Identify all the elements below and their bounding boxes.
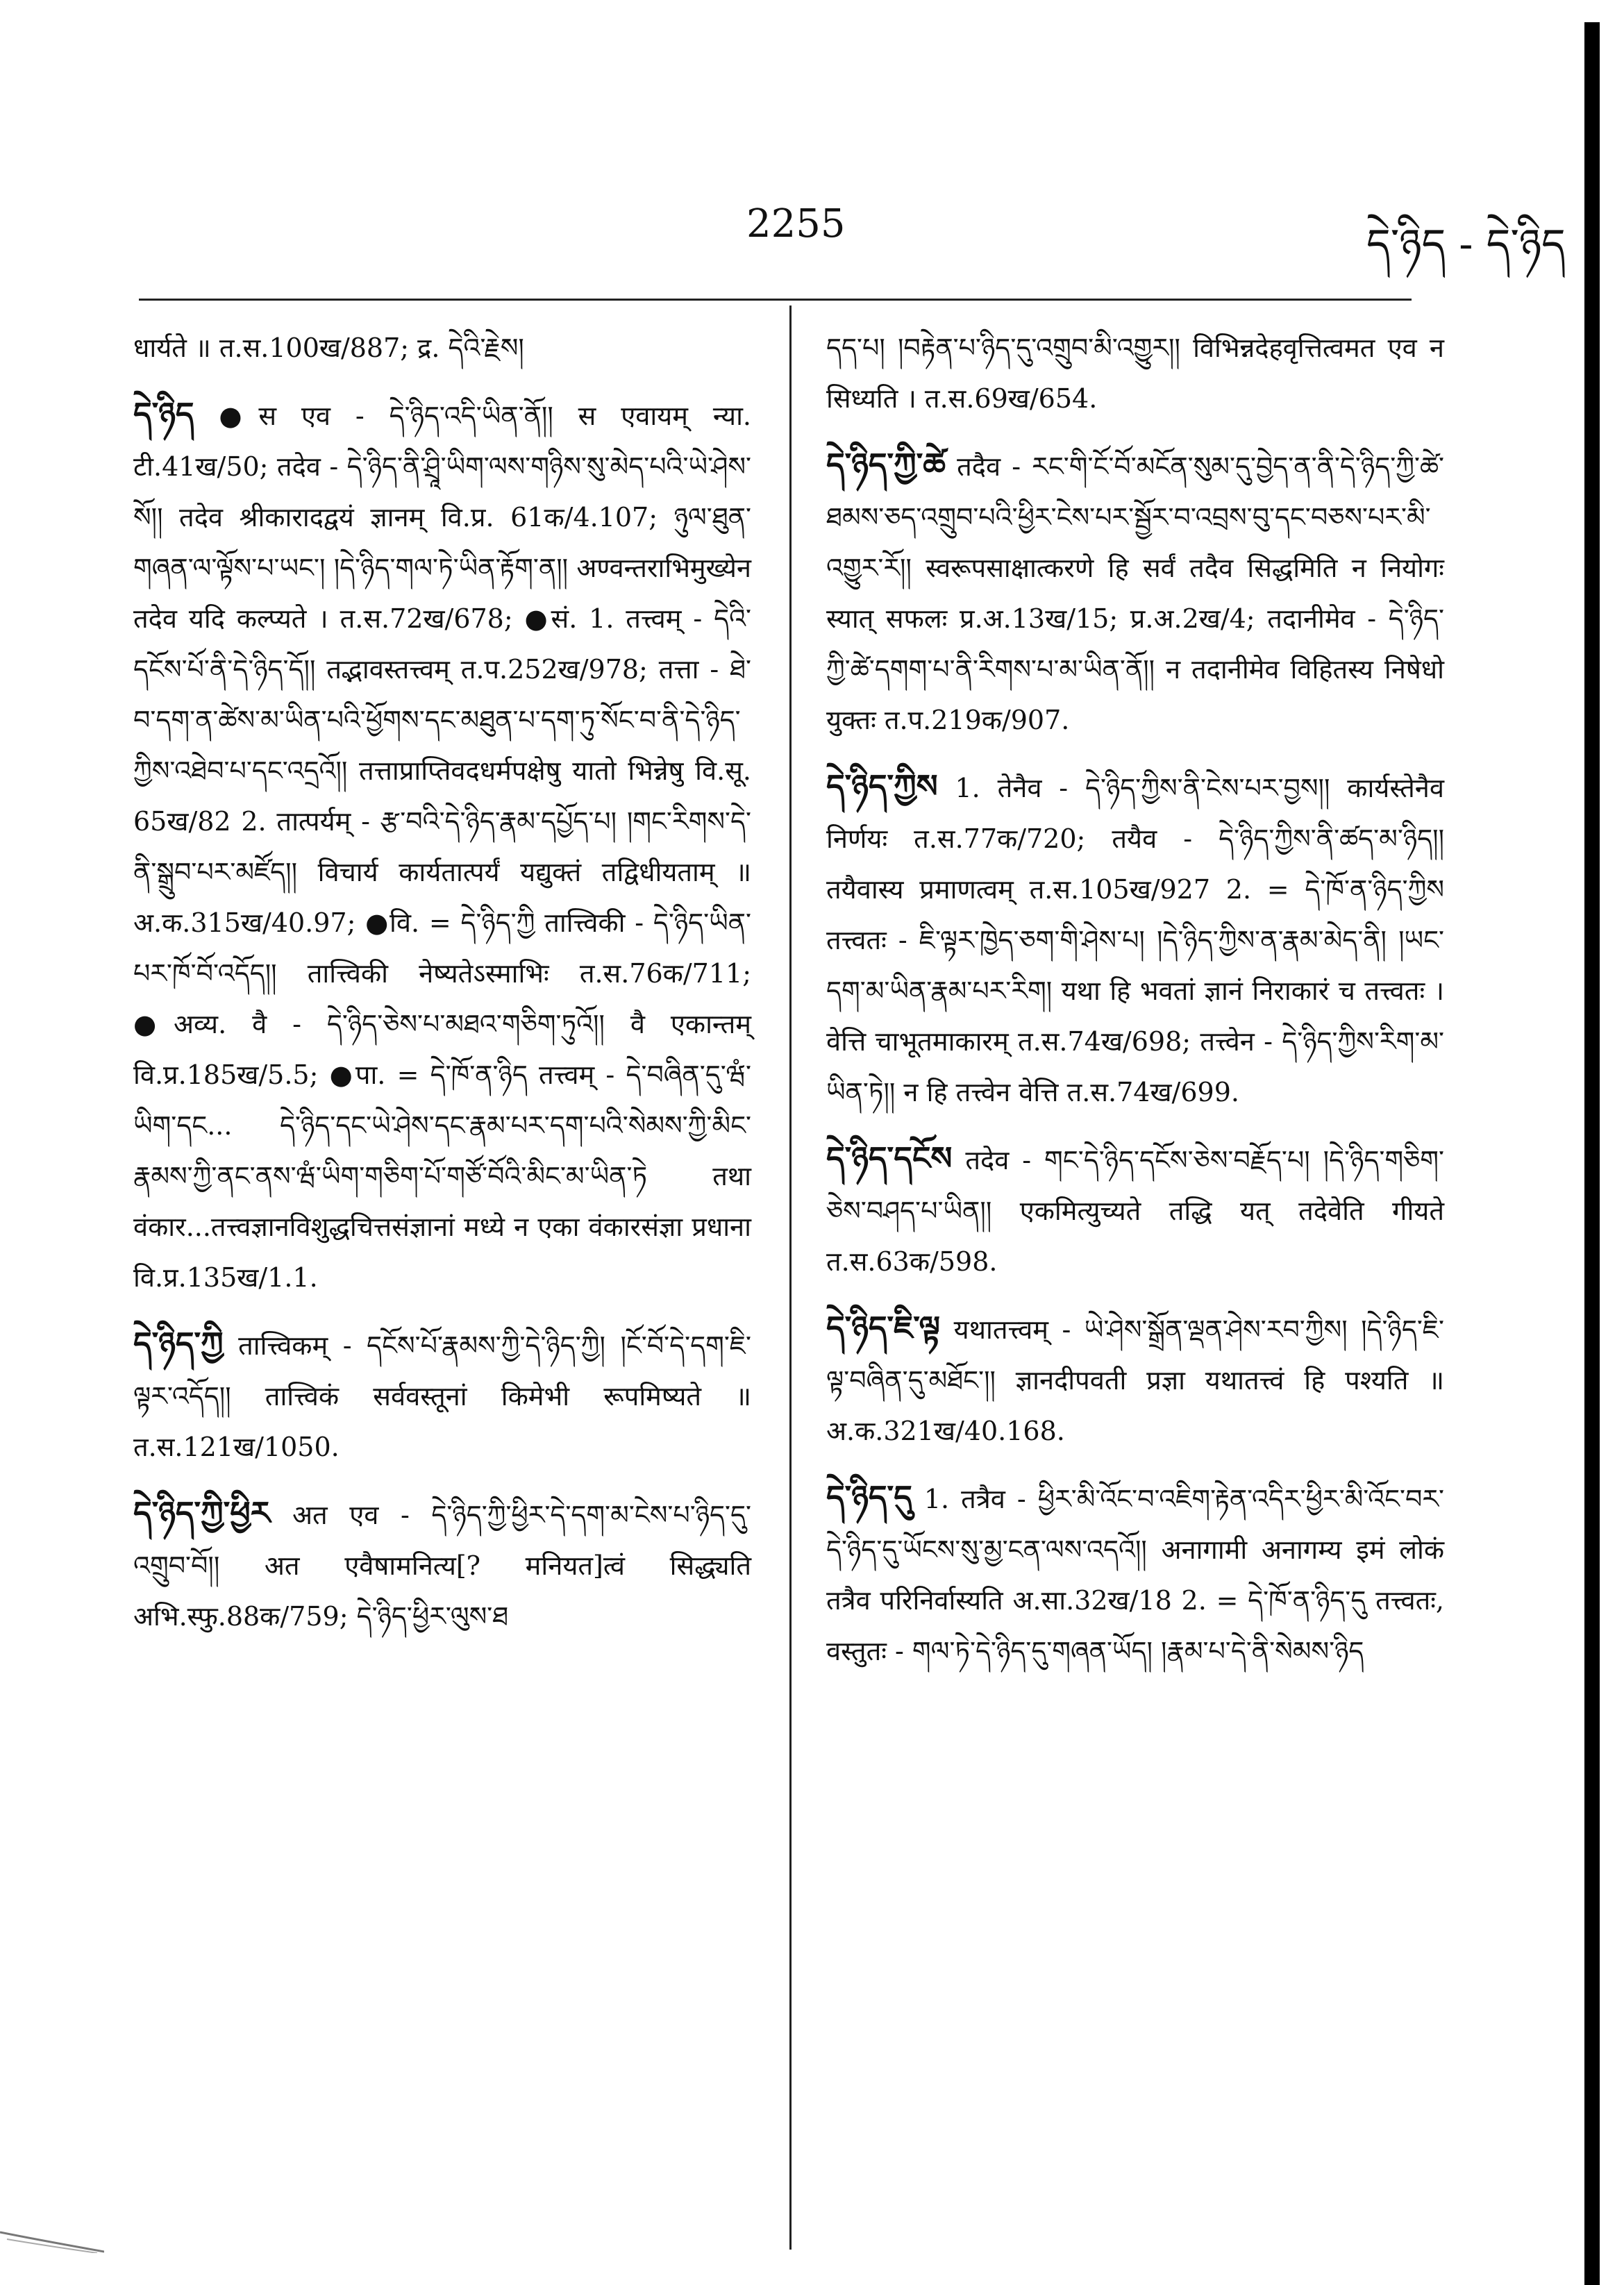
scan-edge-bar [1584,22,1600,2285]
running-head: དེ་ཉིད - དེ་ཉིད [1366,220,1566,269]
entry-text: तदैव - རང་གི་ངོ་བོ་མངོན་སུམ་དུ་བྱེད་ན་ནི་དེ་ཉིད་ཀྱི་ཚེ་ཐམས་ཅད་འགྲུབ་པའི་ཕྱིར་ངེས་པར་སྦྱོར་བ་འབྲས་བུ་དང་བཅས་པར་མི་འགྱུར་རོ།། स्वरूपसाक्षात्करणे हि सर्वं तदैव सिद्धमिति न नियोगः स्यात् सफलः प्र.अ.13ख/15; प्र.अ.2ख/4; तदानीमेव - དེ་ཉིད་ཀྱི་ཚེ་དགག་པ་ནི་རིགས་པ་མ་ཡིན་ནོ།། न तदानीमेव विहितस्य निषेधो युक्तः त.प.219क/907. [826,451,1444,735]
entry-text: यथातत्त्वम् - ཡེ་ཤེས་སྒྲོན་ལྡན་ཤེས་རབ་ཀྱིས། །དེ་ཉིད་ཇི་ལྟ་བཞིན་དུ་མཐོང་།། ज्ञानदीपवती प्रज्ञा यथातत्त्वं हि पश्यति ॥ अ.क.321ख/40.168. [826,1314,1444,1446]
dictionary-entry [826,1133,1444,1287]
column-divider [789,305,792,2250]
entry-text: धार्यते ॥ त.स.100ख/887; द्र. དེའི་རྗེས། [133,333,524,363]
entry-headword: དེ་ཉིད་ཀྱི་ཕྱིར [133,1494,271,1532]
dictionary-entry [826,761,1444,1118]
entry-text: ●स एव - དེ་ཉིད་འདི་ཡིན་ནོ།། स एवायम् न्या. टी.41ख/50; तदेव - དེ་ཉིད་ནི་ཤྲཱི་ཡིག་ལས་གཉིས་སུ་མེད་པའི་ཡེ་ཤེས་སོ།། तदेव श्रीकारादद्वयं ज्ञानम् वि.प्र. 61क/4.107; ཉུལ་ཐུན་གཞན་ལ་ལྟོས་པ་ཡང་། །དེ་ཉིད་གལ་ཏེ་ཡིན་རྟོག་ན།། अण्वन्तराभिमुख्येन तदेव यदि कल्प्यते । त.स.72ख/678; ●सं. 1. तत्त्वम् - དེའི་དངོས་པོ་ནི་དེ་ཉིད་དོ།། तद्भावस्तत्त्वम् त.प.252ख/978; तत्ता - ཐེ་བ་དག་ན་ཚེས་མ་ཡིན་པའི་ཕྱོགས་དང་མཐུན་པ་དག་ཏུ་སོང་བ་ནི་དེ་ཉིད་ཀྱིས་འཐེབ་པ་དང་འདྲའོ།། तत्ताप्राप्तिवदधर्मपक्षेषु यातो भिन्नेषु वि.सू. 65ख/82 2. तात्पर्यम् - རྩ་བའི་དེ་ཉིད་རྣམ་དཔྱོད་པ། །གང་རིགས་དེ་ནི་སྒྲུབ་པར་མཛོད།། विचार्य कार्यतात्पर्यं यद्युक्तं तद्विधीयताम् ॥ अ.क.315ख/40.97; ●वि. = དེ་ཉིད་ཀྱི तात्त्विकी - དེ་ཉིད་ཡིན་པར་ཁོ་བོ་འདོད།། तात्त्विकी नेष्यतेऽस्माभिः त.स.76क/711; ●अव्य. वै - དེ་ཉིད་ཅེས་པ་མཐའ་གཅིག་ཏུའོ།། वै एकान्तम् वि.प्र.185ख/5.5; ●पा. = དེ་ཁོ་ན་ཉིད तत्त्वम् - དེ་བཞིན་དུ་ཝཾ་ཡིག་དང... དེ་ཉིད་དང་ཡེ་ཤེས་དང་རྣམ་པར་དག་པའི་སེམས་ཀྱི་མིང་རྣམས་ཀྱི་ནང་ནས་ཝཾ་ཡིག་གཅིག་པོ་གཙོ་བོའི་མིང་མ་ཡིན་ཏེ तथा वंकार...तत्त्वज्ञानविशुद्धचित्तसंज्ञानां मध्ये न एका वंकारसंज्ञा प्रधाना वि.प्र.135ख/1.1. [133,401,751,1293]
entry-headword: དེ་ཉིད་ཇི་ལྟ [826,1309,941,1346]
left-column [133,321,751,1657]
dictionary-entry [133,1319,751,1473]
entry-text: तात्त्विकम् - དངོས་པོ་རྣམས་ཀྱི་དེ་ཉིད་ཀྱི། །ངོ་བོ་དེ་དག་ཇི་ལྟར་འདོད།། तात्त्विकं सर्ववस्तूनां किमेभी रूपमिष्यते ॥ त.स.121ख/1050. [133,1330,751,1462]
entry-text: 1. तत्रैव - ཕྱིར་མི་འོང་བ་འཇིག་རྟེན་འདིར་ཕྱིར་མི་འོང་བར་དེ་ཉིད་དུ་ཡོངས་སུ་མྱ་ངན་ལས་འདའོ།། अनागामी अनागम्य इमं लोकं तत्रैव परिनिर्वास्यति अ.सा.32ख/18 2. = དེ་ཁོ་ན་ཉིད་དུ तत्त्वतः, वस्तुतः - གལ་ཏེ་དེ་ཉིད་དུ་གཞན་ཡོད། །རྣམ་པ་དེ་ནི་སེམས་ཉིད [826,1484,1444,1666]
dictionary-entry [826,1303,1444,1457]
entry-headword: དེ་ཉིད་དུ [826,1478,912,1516]
entry-headword: དེ་ཉིད་ཀྱིས [826,767,938,805]
dictionary-entry [826,440,1444,746]
right-column [826,321,1444,1692]
scan-smudge-mark [0,2211,104,2253]
entry-headword: དེ་ཉིད [133,395,194,433]
entry-headword: དེ་ཉིད་ཀྱི [133,1325,224,1362]
entry-headword: དེ་ཉིད་དངོས [826,1139,953,1177]
entry-text: तदेव - གང་དེ་ཉིད་དངོས་ཅེས་བརྗོད་པ། །དེ་ཉིད་གཅིག་ཅེས་བཤད་པ་ཡིན།། एकमित्युच्यते तद्धि यत् तदेवेति गीयते त.स.63क/598. [826,1145,1444,1277]
dictionary-entry [826,1472,1444,1677]
dictionary-entry [133,321,751,374]
dictionary-entry [133,1488,751,1642]
entry-text: अत एव - དེ་ཉིད་ཀྱི་ཕྱིར་དེ་དག་མ་ངེས་པ་ཉིད་དུ་འགྲུབ་བོ།། अत एवैषामनित्य[? मनियत]त्वं सिद्ध्यति अभि.स्फु.88क/759; དེ་ཉིད་ཕྱིར་ལུས་ཐ [133,1500,751,1632]
dictionary-entry [826,321,1444,424]
entry-headword: དེ་ཉིད་ཀྱི་ཚེ [826,446,946,483]
entry-text: 1. तेनैव - དེ་ཉིད་ཀྱིས་ནི་ངེས་པར་བྱས།། कार्यस्तेनैव निर्णयः त.स.77क/720; तयैव - དེ་ཉིད་ཀྱིས་ནི་ཚད་མ་ཉིད།། तयैवास्य प्रमाणत्वम् त.स.105ख/927 2. = དེ་ཁོ་ན་ཉིད་ཀྱིས तत्त्वतः - ཇི་ལྟར་ཁྱེད་ཅག་གི་ཤེས་པ། །དེ་ཉིད་ཀྱིས་ན་རྣམ་མེད་ནི། །ཡང་དག་མ་ཡིན་རྣམ་པར་རིག། यथा हि भवतां ज्ञानं निराकारं च तत्त्वतः । वेत्ति चाभूतमाकारम् त.स.74ख/698; तत्त्वेन - དེ་ཉིད་ཀྱིས་རིག་མ་ཡིན་ཏེ།། न हि तत्त्वेन वेत्ति त.स.74ख/699. [826,773,1444,1107]
header-rule [139,299,1412,301]
page-number: 2255 [746,201,846,246]
entry-text: དད་པ། །བརྟེན་པ་ཉིད་དུ་འགྲུབ་མི་འགྱུར།། विभिन्नदेहवृत्तित्वमत एव न सिध्यति । त.स.69ख/654. [826,333,1444,414]
dictionary-entry [133,389,751,1303]
